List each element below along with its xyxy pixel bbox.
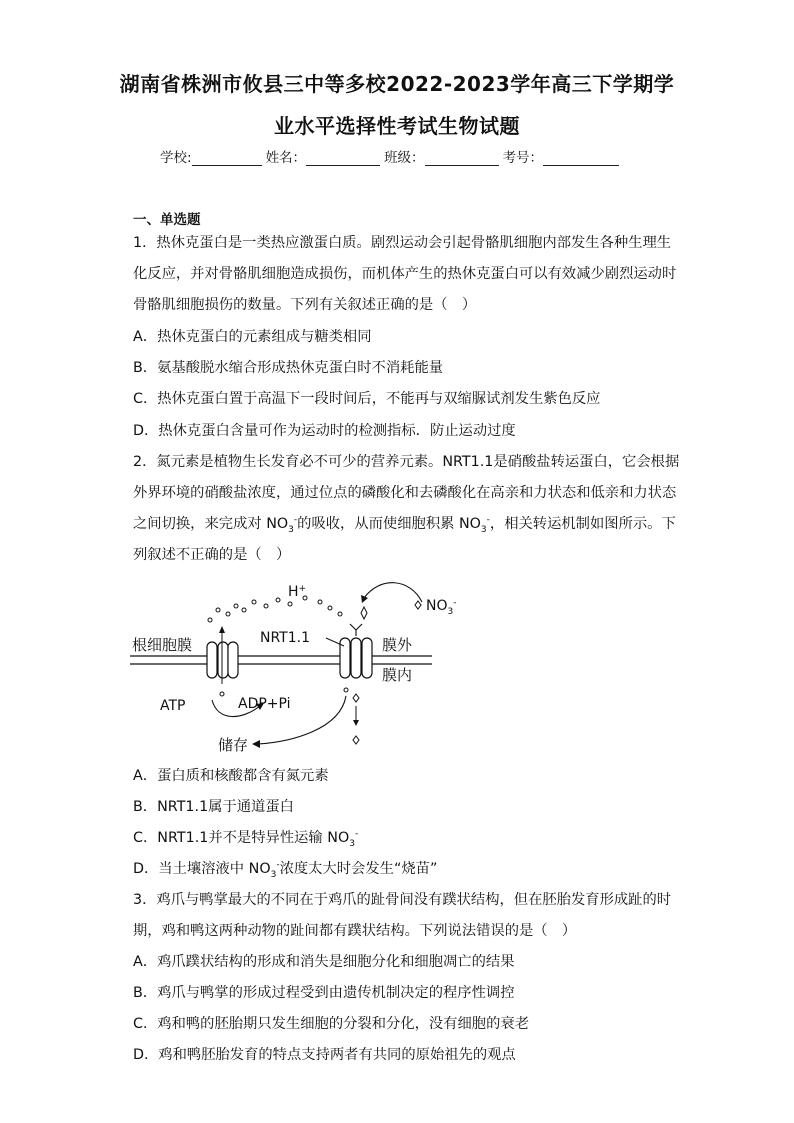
title-line-1: 湖南省株洲市攸县三中等多校2022-2023学年高三下学期学 (119, 72, 675, 96)
nrt1-1-label: NRT1.1 (260, 630, 310, 646)
atp-label: ATP (160, 698, 186, 714)
school-label: 学校: (160, 150, 192, 166)
student-info-row (160, 146, 623, 166)
exam-no-blank[interactable] (543, 151, 619, 166)
nrt1-1-protein (340, 638, 372, 678)
q3-stem-line-2: 期，鸡和鸭这两种动物的趾间都有蹼状结构。下列说法错误的是（ ） (133, 923, 577, 939)
nrt-transport-diagram (130, 572, 470, 762)
storage-label: 储存 (218, 736, 249, 754)
q2-option-c[interactable]: C．NRT1.1并不是特异性运输 $NO_3^-$ (133, 829, 359, 849)
q1-option-c[interactable]: C．热休克蛋白置于高温下一段时间后，不能再与双缩脲试剂发生紫色反应 (133, 391, 601, 407)
q1-option-b[interactable]: B．氨基酸脱水缩合形成热休克蛋白时不消耗能量 (133, 360, 444, 376)
q2-option-b[interactable]: B．NRT1.1属于通道蛋白 (133, 799, 294, 815)
q1-option-d[interactable]: D．热休克蛋白含量可作为运动时的检测指标．防止运动过度 (133, 423, 516, 439)
section-title: 一、单选题 (133, 212, 201, 228)
no3-arc-arrow (364, 583, 422, 602)
q2-option-a[interactable]: A．蛋白质和核酸都含有氮元素 (133, 768, 329, 784)
q3-option-b[interactable]: B．鸡爪与鸭掌的形成过程受到由遗传机制决定的程序性调控 (133, 985, 515, 1001)
title-line-2: 业水平选择性考试生物试题 (274, 114, 520, 138)
school-blank[interactable] (192, 151, 262, 166)
q2-stem-line-3: 之间切换，来完成对 $NO_3^-$的吸收，从而使细胞积累 $NO_3^-$，相关转运机制如图所示。下 (133, 515, 676, 535)
q3-option-a[interactable]: A．鸡爪蹼状结构的形成和消失是细胞分化和细胞凋亡的结果 (133, 954, 515, 970)
q1-stem-line-3: 骨骼肌细胞损伤的数量。下列有关叙述正确的是（ ） (133, 297, 477, 313)
q1-stem-line-1: 1．热休克蛋白是一类热应激蛋白质。剧烈运动会引起骨骼肌细胞内部发生各种生理生 (133, 235, 672, 251)
membrane-label: 根细胞膜 (132, 636, 193, 654)
name-label: 姓名： (265, 150, 307, 166)
no3-diamond (415, 601, 421, 609)
q3-option-c[interactable]: C．鸡和鸭的胚胎期只发生细胞的分裂和分化，没有细胞的衰老 (133, 1016, 529, 1032)
class-blank[interactable] (425, 151, 499, 166)
inside-label: 膜内 (382, 666, 413, 684)
q2-stem-line-1: 2．氮元素是植物生长发育必不可少的营养元素。NRT1.1是硝酸盐转运蛋白，它会根据 (133, 454, 680, 470)
outside-label: 膜外 (382, 636, 413, 654)
q1-stem-line-2: 化反应，并对骨骼肌细胞造成损伤，而机体产生的热休克蛋白可以有效减少剧烈运动时 (133, 266, 677, 282)
q2-option-d[interactable]: D．当土壤溶液中 $NO_3^-$浓度太大时会发生“烧苗” (133, 860, 438, 880)
q3-option-d[interactable]: D．鸡和鸭胚胎发育的特点支持两者有共同的原始祖先的观点 (133, 1047, 516, 1063)
h-ion-dots (208, 596, 342, 622)
q2-stem-line-4: 列叙述不正确的是（ ） (133, 547, 291, 563)
q2-stem-line-2: 外界环境的硝酸盐浓度，通过位点的磷酸化和去磷酸化在高亲和力状态和低亲和力状态 (133, 485, 677, 501)
name-blank[interactable] (306, 151, 380, 166)
h-ion-label: H+ (288, 584, 307, 600)
q1-option-a[interactable]: A．热休克蛋白的元素组成与糖类相同 (133, 329, 372, 345)
no3-label: $NO_3^-$ (426, 598, 457, 617)
class-label: 班级： (384, 150, 425, 166)
q3-stem-line-1: 3．鸡爪与鸭掌最大的不同在于鸡爪的趾骨间没有蹼状结构，但在胚胎发育形成趾的时 (133, 892, 672, 908)
adp-label: ADP+Pi (238, 696, 291, 712)
exam-no-label: 考号： (502, 150, 544, 166)
